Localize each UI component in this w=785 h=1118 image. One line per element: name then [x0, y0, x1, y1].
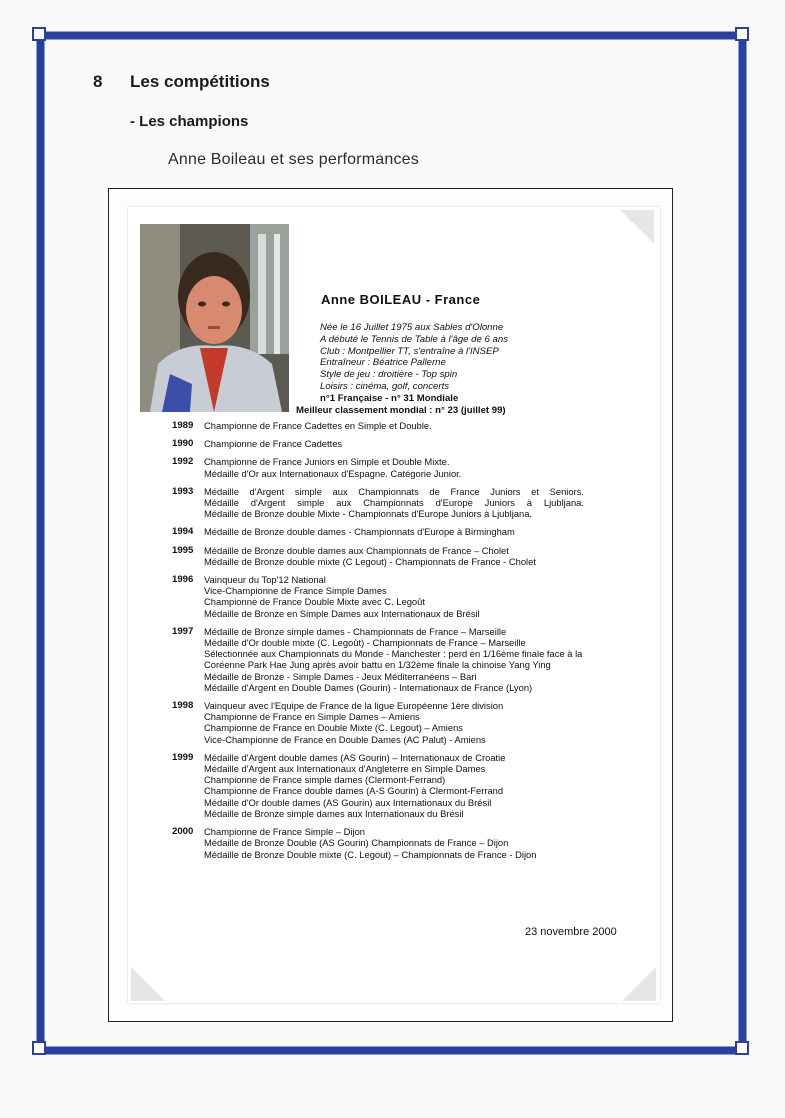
result-line: Championne de France double dames (A-S Gourin) à Clermont-Ferrand — [204, 785, 504, 797]
result-line: Championne de France en Double Mixte (C. Legout) – Amiens — [204, 722, 463, 734]
result-year: 1997 — [172, 625, 194, 637]
result-line: Médaille d'Argent aux Internationaux d'Angleterre en Simple Dames — [204, 763, 486, 775]
result-line: Médaille de Bronze en Simple Dames aux Internationaux de Brésil — [204, 607, 480, 619]
result-year-block — [172, 526, 592, 537]
chapter-number: 8 — [93, 72, 103, 91]
result-line: Médaille de Bronze double mixte (C Legout) - Championnats de France - Cholet — [204, 555, 536, 567]
result-line: Sélectionnée aux Championnats du Monde - Manchester : perd en 1/16ème finale face à la — [204, 648, 583, 660]
result-line: Médaille de Bronze double dames - Championnats d'Europe à Birmingham — [204, 526, 515, 538]
section-title: - Les champions — [130, 113, 249, 130]
result-year-block — [172, 826, 592, 860]
result-line: Championne de France Cadettes — [204, 438, 343, 450]
result-year: 1992 — [172, 456, 194, 468]
result-year: 1999 — [172, 751, 194, 763]
result-line: Championne de France simple dames (Clermont-Ferrand) — [204, 774, 446, 786]
bio-line: A débuté le Tennis de Table à l'âge de 6 ans — [320, 333, 508, 345]
frame-corner — [32, 27, 46, 41]
result-line: Championne de France Double Mixte avec C. Legoût — [204, 596, 425, 608]
result-line: Médaille d'Or double mixte (C. Legoût) - Championnats de France – Marseille — [204, 637, 526, 649]
athlete-photo — [140, 224, 289, 412]
result-line: Coréenne Park Hae Jung après avoir battu en 1/32ème finale la chinoise Yang Ying — [204, 659, 551, 671]
result-line: Championne de France Juniors en Simple et Double Mixte. — [204, 456, 450, 468]
result-year: 1990 — [172, 438, 194, 450]
result-line: Vice-Championne de France en Double Dames (AC Palut) - Amiens — [204, 733, 486, 745]
athlete-name: Anne BOILEAU - France — [321, 292, 481, 307]
bio-line: Club : Montpellier TT, s'entraîne à l'INSEP — [320, 345, 499, 357]
bio-line: Née le 16 Juillet 1975 aux Sables d'Olonne — [320, 322, 504, 333]
document-date: 23 novembre 2000 — [525, 926, 617, 938]
frame-border-bottom — [38, 1046, 747, 1055]
result-year-block — [172, 486, 592, 520]
result-line: Médaille de Bronze - Simple Dames - Jeux Méditerranéens – Bari — [204, 670, 477, 682]
photo-corner-mount — [622, 967, 656, 1001]
result-line: Championne de France en Simple Dames – Amiens — [204, 711, 420, 723]
ranking-best: Meilleur classement mondial : n° 23 (juillet 99) — [296, 404, 506, 416]
photo-corner-mount — [620, 210, 654, 244]
frame-border-right — [738, 31, 747, 1055]
result-year: 1994 — [172, 526, 194, 538]
result-line: Médaille d'Or aux Internationaux d'Espagne. Catégorie Junior. — [204, 467, 462, 479]
frame-corner — [32, 1041, 46, 1055]
athlete-bio — [290, 322, 508, 416]
result-line: Vainqueur du Top'12 National — [204, 574, 326, 586]
result-line: Vainqueur avec l'Equipe de France de la ligue Européenne 1ère division — [204, 700, 504, 712]
photo-corner-mount — [131, 967, 165, 1001]
chapter-title: Les compétitions — [130, 72, 270, 91]
result-year-block — [172, 700, 592, 745]
result-line: Médaille d'Argent simple aux Championnats de France Juniors et Seniors. — [204, 485, 584, 497]
result-line: Médaille de Bronze Double (AS Gourin) Championnats de France – Dijon — [204, 837, 509, 849]
result-line: Médaille de Bronze simple dames - Championnats de France – Marseille — [204, 625, 507, 637]
result-year: 1993 — [172, 485, 194, 497]
result-year: 2000 — [172, 826, 194, 838]
result-line: Médaille d'Argent en Double Dames (Gourin) - Internationaux de France (Lyon) — [204, 681, 533, 693]
bio-line: Style de jeu : droitière - Top spin — [320, 369, 458, 381]
result-year: 1996 — [172, 574, 194, 586]
result-year-block — [172, 420, 592, 431]
result-line: Vice-Championne de France Simple Dames — [204, 585, 387, 597]
frame-corner — [735, 27, 749, 41]
result-year: 1989 — [172, 420, 194, 431]
result-year-block — [172, 574, 592, 619]
result-line: Médaille de Bronze double Mixte - Championnats d'Europe Juniors à Ljubljana. — [204, 508, 533, 520]
result-line: Médaille de Bronze double dames aux Championnats de France – Cholet — [204, 544, 509, 556]
result-year-block — [172, 456, 592, 478]
result-year-block — [172, 438, 592, 449]
result-year-block — [172, 545, 592, 567]
result-year-block — [172, 752, 592, 819]
bio-line: Entraîneur : Béatrice Pallerne — [320, 357, 446, 369]
frame-corner — [735, 1041, 749, 1055]
frame-border-left — [36, 31, 45, 1055]
result-line: Championne de France Simple – Dijon — [204, 826, 366, 838]
bio-line: Loisirs : cinéma, golf, concerts — [320, 380, 450, 392]
frame-border-top — [38, 31, 747, 40]
result-line: Médaille d'Or double dames (AS Gourin) aux Internationaux du Brésil — [204, 796, 492, 808]
ranking-current: n°1 Française - n° 31 Mondiale — [320, 392, 459, 404]
result-year: 1998 — [172, 700, 194, 712]
page-subtitle: Anne Boileau et ses performances — [168, 151, 419, 168]
result-line: Médaille de Bronze simple dames aux Internationaux du Brésil — [204, 807, 464, 819]
results-list — [172, 420, 592, 867]
result-line: Championne de France Cadettes en Simple et Double. — [204, 420, 432, 431]
result-year-block — [172, 626, 592, 693]
result-line: Médaille d'Argent simple aux Championnats d'Europe Juniors à Ljubljana. — [204, 497, 584, 509]
result-year: 1995 — [172, 544, 194, 556]
result-line: Médaille de Bronze Double mixte (C. Legout) – Championnats de France - Dijon — [204, 848, 537, 860]
result-line: Médaille d'Argent double dames (AS Gourin) – Internationaux de Croatie — [204, 751, 506, 763]
